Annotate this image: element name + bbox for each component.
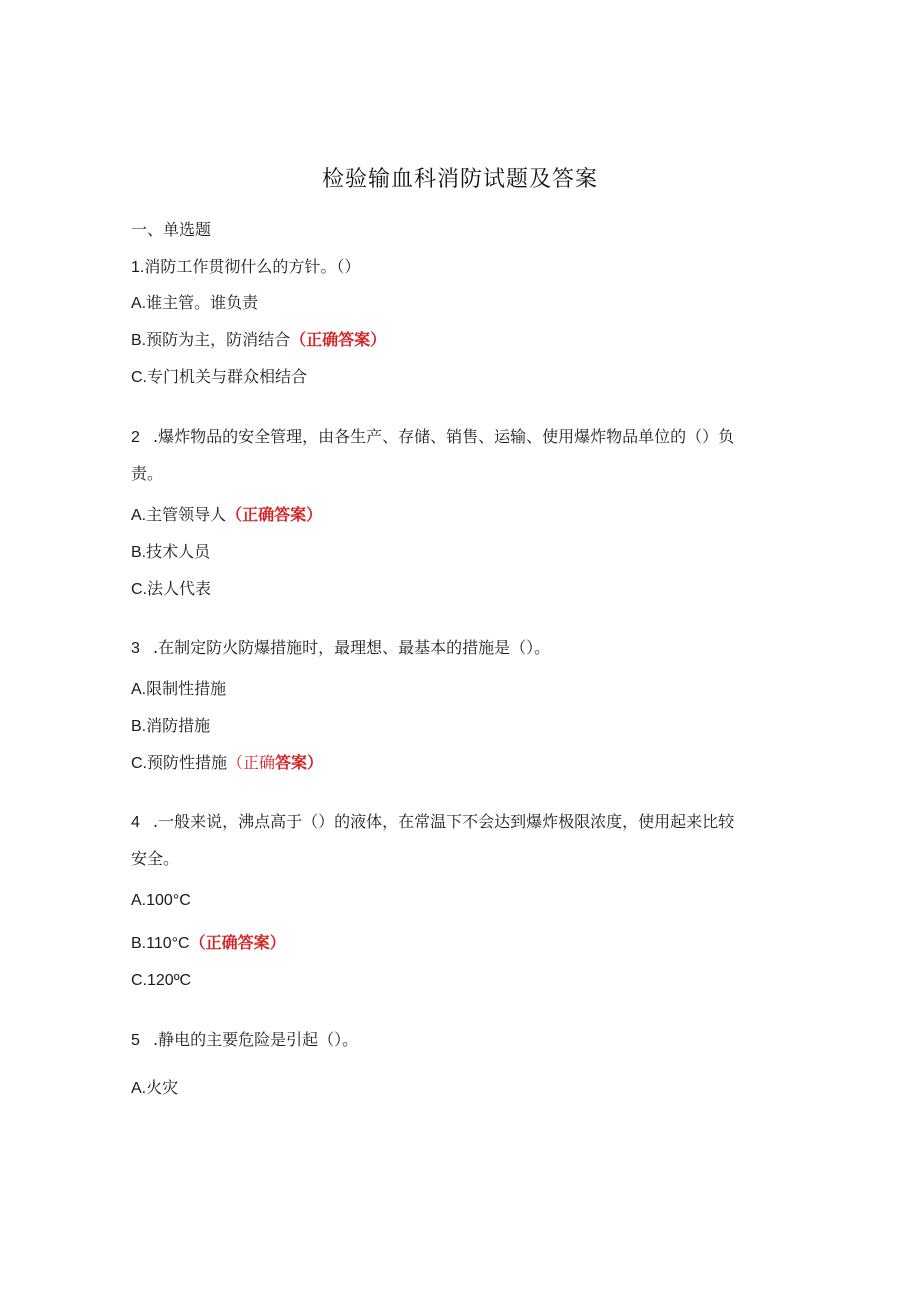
question-3	[131, 635, 550, 658]
option-text: 技术人员	[146, 542, 211, 561]
correct-answer-paren: （	[227, 753, 244, 772]
option-letter: A.	[131, 507, 147, 524]
question-1-text: 消防工作贯彻什么的方针。（）	[144, 257, 361, 276]
correct-answer-word: 正确	[243, 753, 276, 772]
question-2	[131, 424, 734, 447]
question-3-text: .在制定防火防爆措施时，最理想、最基本的措施是（）。	[153, 638, 551, 657]
question-1	[131, 254, 360, 277]
option-text: 法人代表	[147, 579, 212, 598]
question-1-option-c	[131, 364, 307, 387]
question-4	[131, 809, 734, 832]
question-2-number: 2	[131, 429, 140, 446]
question-3-option-c	[131, 750, 323, 773]
question-3-number: 3	[131, 640, 140, 657]
option-letter: B.	[131, 935, 147, 952]
question-4-option-a	[131, 892, 191, 910]
option-text: 限制性措施	[146, 679, 227, 698]
question-4-text-cont: 安全。	[131, 849, 180, 868]
correct-answer-label: （正确答案）	[189, 933, 286, 952]
question-2-option-c	[131, 576, 211, 599]
question-5	[131, 1027, 358, 1050]
question-4-option-b	[131, 930, 286, 953]
question-1-number: 1.	[131, 259, 145, 276]
question-4-option-c	[131, 972, 191, 990]
question-4-number: 4	[131, 814, 140, 831]
section-heading: 一、单选题	[131, 220, 212, 239]
option-text: 主管领导人	[146, 505, 227, 524]
option-letter: C.	[131, 972, 147, 989]
option-letter: B.	[131, 544, 147, 561]
option-text: 100°C	[146, 892, 191, 909]
correct-answer-label: （正确答案）	[226, 505, 323, 524]
option-text: 120ºC	[147, 972, 192, 989]
option-text: 预防性措施	[147, 753, 228, 772]
option-letter: C.	[131, 755, 147, 772]
option-letter: A.	[131, 681, 147, 698]
question-5-number: 5	[131, 1032, 140, 1049]
option-letter: C.	[131, 581, 147, 598]
option-letter: B.	[131, 332, 147, 349]
question-1-option-a	[131, 290, 258, 313]
option-letter: A.	[131, 295, 147, 312]
option-letter: A.	[131, 1080, 147, 1097]
question-2-option-b	[131, 539, 210, 562]
option-letter: C.	[131, 369, 147, 386]
option-text: 火灾	[146, 1078, 179, 1097]
question-5-text: .静电的主要危险是引起（）。	[153, 1030, 359, 1049]
option-text: 110°C	[146, 935, 190, 952]
question-1-option-b	[131, 327, 386, 350]
question-5-option-a	[131, 1075, 178, 1098]
question-2-option-a	[131, 502, 322, 525]
option-letter: B.	[131, 718, 147, 735]
option-text: 专门机关与群众相结合	[147, 367, 308, 386]
page-title: 检验输血科消防试题及答案	[321, 167, 598, 192]
question-3-option-b	[131, 713, 210, 736]
option-letter: A.	[131, 892, 147, 909]
question-2-text-cont: 责。	[131, 464, 164, 483]
question-3-option-a	[131, 676, 226, 699]
option-text: 消防措施	[146, 716, 211, 735]
correct-answer-word-bold: 答案）	[275, 753, 324, 772]
option-text: 预防为主，防消结合	[146, 330, 291, 349]
correct-answer-label: （正确答案）	[290, 330, 387, 349]
question-2-text: .爆炸物品的安全管理，由各生产、存储、销售、运输、使用爆炸物品单位的（）负	[153, 427, 735, 446]
question-4-text: .一般来说，沸点高于（）的液体，在常温下不会达到爆炸极限浓度，使用起来比较	[153, 812, 735, 831]
option-text: 谁主管。谁负责	[146, 293, 259, 312]
